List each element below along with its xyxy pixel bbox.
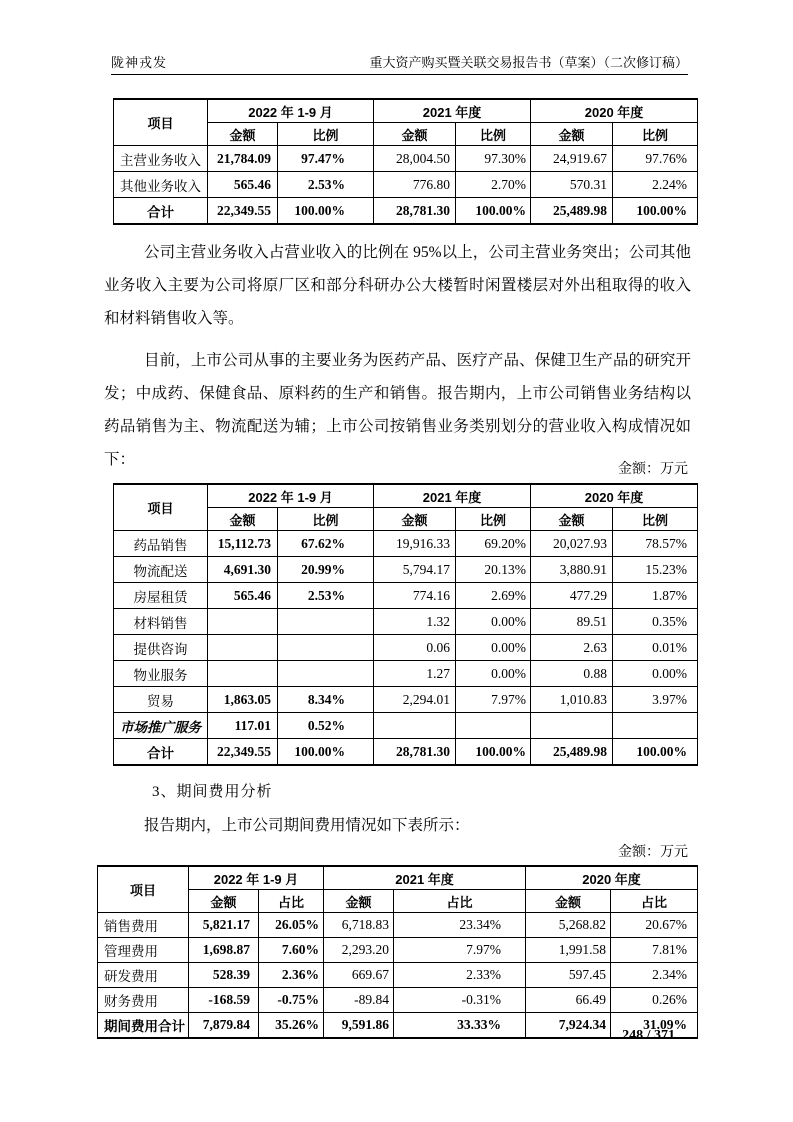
- table-cell: 100.00%: [613, 198, 698, 225]
- table-header-row: [114, 484, 698, 508]
- column-header-amount: 金额: [208, 508, 278, 531]
- table-cell: 117.01: [208, 713, 278, 739]
- table-cell: 24,919.67: [531, 146, 613, 172]
- table-cell: 0.06: [374, 635, 456, 661]
- table-cell: 15.23%: [613, 557, 698, 583]
- revenue-by-business-category-table-wrap: [113, 483, 700, 766]
- table-cell: 6,718.83: [324, 913, 394, 938]
- table-cell: -168.59: [189, 988, 259, 1013]
- table-row: [114, 531, 698, 557]
- table-cell: 7.81%: [611, 938, 698, 963]
- revenue-composition-table-wrap: [113, 98, 700, 225]
- table-cell: -0.31%: [394, 988, 526, 1013]
- table-row: [114, 609, 698, 635]
- table-cell: [208, 661, 278, 687]
- table-cell: 4,691.30: [208, 557, 278, 583]
- row-label: 药品销售: [114, 531, 208, 557]
- row-label: 贸易: [114, 687, 208, 713]
- table-cell: 1.87%: [613, 583, 698, 609]
- table-row: [114, 557, 698, 583]
- table-row: [114, 583, 698, 609]
- table-row: [114, 635, 698, 661]
- row-label: 市场推广服务: [114, 713, 208, 739]
- table-cell: 0.00%: [456, 661, 531, 687]
- row-label: 合计: [114, 198, 208, 225]
- table-row: [114, 146, 698, 172]
- table-cell: 21,784.09: [208, 146, 278, 172]
- row-label: 管理费用: [98, 938, 189, 963]
- column-header-ratio: 占比: [394, 890, 526, 913]
- table-cell: 28,781.30: [374, 198, 456, 225]
- table-cell: 0.88: [531, 661, 613, 687]
- page-content: [97, 0, 700, 1039]
- table-row: [114, 172, 698, 198]
- table-cell: 28,781.30: [374, 739, 456, 766]
- table-row: [114, 713, 698, 739]
- table-cell: 9,591.86: [324, 1013, 394, 1039]
- table-cell: [456, 713, 531, 739]
- row-label: 研发费用: [98, 963, 189, 988]
- column-header-amount: 金额: [531, 123, 613, 146]
- table-cell: 1,863.05: [208, 687, 278, 713]
- table-cell: 31.09%: [611, 1013, 698, 1039]
- row-label: 物流配送: [114, 557, 208, 583]
- table-row: [114, 687, 698, 713]
- table-cell: -89.84: [324, 988, 394, 1013]
- column-header-item: 项目: [114, 484, 208, 531]
- row-label: 销售费用: [98, 913, 189, 938]
- table-cell: 0.26%: [611, 988, 698, 1013]
- table-cell: 3,880.91: [531, 557, 613, 583]
- column-header-period: 2020 年度: [531, 99, 698, 123]
- table-header-row: [98, 866, 698, 890]
- revenue-composition-table: [113, 98, 698, 225]
- table-cell: 0.01%: [613, 635, 698, 661]
- column-header-ratio: 比例: [613, 508, 698, 531]
- table-cell: 97.76%: [613, 146, 698, 172]
- row-label: 房屋租赁: [114, 583, 208, 609]
- table-cell: 7.97%: [394, 938, 526, 963]
- column-header-period: 2020 年度: [531, 484, 698, 508]
- table-cell: 97.30%: [456, 146, 531, 172]
- table-cell: 33.33%: [394, 1013, 526, 1039]
- column-header-amount: 金额: [208, 123, 278, 146]
- period-expenses-table-wrap: [97, 865, 700, 1039]
- paragraph-revenue-ratio: 公司主营业务收入占营业收入的比例在 95%以上，公司主营业务突出；公司其他业务收入主要为公司将原厂区和部分科研办公大楼暂时闲置楼层对外出租取得的收入和材料销售收入等。: [104, 244, 691, 327]
- table-cell: 100.00%: [456, 198, 531, 225]
- table-cell: 776.80: [374, 172, 456, 198]
- table-cell: 0.00%: [456, 635, 531, 661]
- table-cell: 25,489.98: [531, 198, 613, 225]
- table-row: [98, 1013, 698, 1039]
- table-cell: 565.46: [208, 583, 278, 609]
- unit-label: 金额：万元: [618, 462, 688, 477]
- table-cell: 7.97%: [456, 687, 531, 713]
- table-cell: 1,010.83: [531, 687, 613, 713]
- table-cell: 7,924.34: [526, 1013, 611, 1039]
- column-header-ratio: 比例: [613, 123, 698, 146]
- table-cell: 22,349.55: [208, 739, 278, 766]
- table-cell: 66.49: [526, 988, 611, 1013]
- table-cell: 23.34%: [394, 913, 526, 938]
- table-row: [98, 988, 698, 1013]
- table-cell: 2,294.01: [374, 687, 456, 713]
- header-company-name: 陇神戎发: [111, 55, 168, 70]
- column-header-period: 2020 年度: [526, 866, 698, 890]
- table-cell: 22,349.55: [208, 198, 278, 225]
- table-cell: 19,916.33: [374, 531, 456, 557]
- table-cell: 20.99%: [278, 557, 374, 583]
- table-cell: 26.05%: [259, 913, 324, 938]
- table-cell: 2.69%: [456, 583, 531, 609]
- table-cell: 25,489.98: [531, 739, 613, 766]
- table-cell: 20.13%: [456, 557, 531, 583]
- table-header-row: [114, 99, 698, 123]
- column-header-ratio: 比例: [278, 508, 374, 531]
- column-header-ratio: 占比: [611, 890, 698, 913]
- table-row: [98, 913, 698, 938]
- table-cell: 100.00%: [278, 739, 374, 766]
- table-cell: 8.34%: [278, 687, 374, 713]
- table-cell: 1.32: [374, 609, 456, 635]
- column-header-amount: 金额: [324, 890, 394, 913]
- column-header-ratio: 比例: [278, 123, 374, 146]
- table-cell: 2,293.20: [324, 938, 394, 963]
- paragraph-expense-intro: 报告期内，上市公司期间费用情况如下表所示：: [144, 817, 470, 834]
- column-header-amount: 金额: [374, 508, 456, 531]
- table-cell: [613, 713, 698, 739]
- table-cell: [374, 713, 456, 739]
- column-header-item: 项目: [114, 99, 208, 146]
- table-cell: 28,004.50: [374, 146, 456, 172]
- page-number: 248 / 371: [622, 1028, 675, 1043]
- revenue-by-business-category-table: [113, 483, 698, 766]
- table-cell: 477.29: [531, 583, 613, 609]
- column-header-amount: 金额: [526, 890, 611, 913]
- table-cell: 69.20%: [456, 531, 531, 557]
- table-row: [114, 739, 698, 766]
- table-cell: 1,698.87: [189, 938, 259, 963]
- unit-label: 金额：万元: [618, 845, 688, 860]
- paragraph-business-overview: 目前，上市公司从事的主要业务为医药产品、医疗产品、保健卫生产品的研究开发；中成药、保健食品、原料药的生产和销售。报告期内，上市公司销售业务结构以药品销售为主、物流配送为辅；上市公司按销售业务类别划分的营业收入构成情况如下：: [104, 352, 691, 468]
- page-header: [111, 52, 688, 75]
- column-header-ratio: 比例: [456, 123, 531, 146]
- table-cell: 20.67%: [611, 913, 698, 938]
- table-cell: [531, 713, 613, 739]
- table-cell: 2.33%: [394, 963, 526, 988]
- table-cell: 7.60%: [259, 938, 324, 963]
- table-cell: 2.63: [531, 635, 613, 661]
- table-cell: 565.46: [208, 172, 278, 198]
- column-header-period: 2021 年度: [324, 866, 526, 890]
- table-cell: 2.34%: [611, 963, 698, 988]
- row-label: 期间费用合计: [98, 1013, 189, 1039]
- table-cell: 2.53%: [278, 583, 374, 609]
- table-row: [98, 938, 698, 963]
- column-header-period: 2021 年度: [374, 484, 531, 508]
- table-cell: [278, 609, 374, 635]
- table-cell: 67.62%: [278, 531, 374, 557]
- table-row: [114, 198, 698, 225]
- table-cell: 0.52%: [278, 713, 374, 739]
- table-cell: 528.39: [189, 963, 259, 988]
- column-header-period: 2022 年 1-9 月: [189, 866, 324, 890]
- table-cell: 5,794.17: [374, 557, 456, 583]
- table-cell: 20,027.93: [531, 531, 613, 557]
- row-label: 物业服务: [114, 661, 208, 687]
- column-header-period: 2021 年度: [374, 99, 531, 123]
- table-cell: 100.00%: [613, 739, 698, 766]
- table-cell: -0.75%: [259, 988, 324, 1013]
- table-cell: 570.31: [531, 172, 613, 198]
- row-label: 其他业务收入: [114, 172, 208, 198]
- row-label: 财务费用: [98, 988, 189, 1013]
- table-cell: 5,821.17: [189, 913, 259, 938]
- table-cell: 3.97%: [613, 687, 698, 713]
- table-cell: [208, 635, 278, 661]
- table-cell: 0.00%: [613, 661, 698, 687]
- table-cell: 35.26%: [259, 1013, 324, 1039]
- table-cell: 1,991.58: [526, 938, 611, 963]
- table-cell: 2.36%: [259, 963, 324, 988]
- table-row: [98, 963, 698, 988]
- table-cell: 0.35%: [613, 609, 698, 635]
- section-heading-period-expense: 3、期间费用分析: [152, 784, 273, 800]
- row-label: 提供咨询: [114, 635, 208, 661]
- table-cell: 97.47%: [278, 146, 374, 172]
- column-header-amount: 金额: [374, 123, 456, 146]
- table-cell: 2.53%: [278, 172, 374, 198]
- table-cell: 0.00%: [456, 609, 531, 635]
- table-cell: 2.24%: [613, 172, 698, 198]
- row-label: 主营业务收入: [114, 146, 208, 172]
- table-cell: 78.57%: [613, 531, 698, 557]
- table-cell: 100.00%: [456, 739, 531, 766]
- row-label: 材料销售: [114, 609, 208, 635]
- table-cell: 100.00%: [278, 198, 374, 225]
- table-cell: 15,112.73: [208, 531, 278, 557]
- header-report-title: 重大资产购买暨关联交易报告书（草案）（二次修订稿）: [369, 55, 688, 70]
- table-cell: [278, 635, 374, 661]
- column-header-amount: 金额: [189, 890, 259, 913]
- table-cell: 7,879.84: [189, 1013, 259, 1039]
- table-cell: [278, 661, 374, 687]
- column-header-ratio: 占比: [259, 890, 324, 913]
- table-cell: 597.45: [526, 963, 611, 988]
- column-header-period: 2022 年 1-9 月: [208, 99, 374, 123]
- table-row: [114, 661, 698, 687]
- table-cell: 89.51: [531, 609, 613, 635]
- column-header-item: 项目: [98, 866, 189, 913]
- table-cell: 669.67: [324, 963, 394, 988]
- column-header-amount: 金额: [531, 508, 613, 531]
- table-cell: 1.27: [374, 661, 456, 687]
- period-expenses-table: [97, 865, 698, 1039]
- column-header-ratio: 比例: [456, 508, 531, 531]
- table-cell: 774.16: [374, 583, 456, 609]
- table-cell: 2.70%: [456, 172, 531, 198]
- column-header-period: 2022 年 1-9 月: [208, 484, 374, 508]
- table-cell: [208, 609, 278, 635]
- row-label: 合计: [114, 739, 208, 766]
- table-cell: 5,268.82: [526, 913, 611, 938]
